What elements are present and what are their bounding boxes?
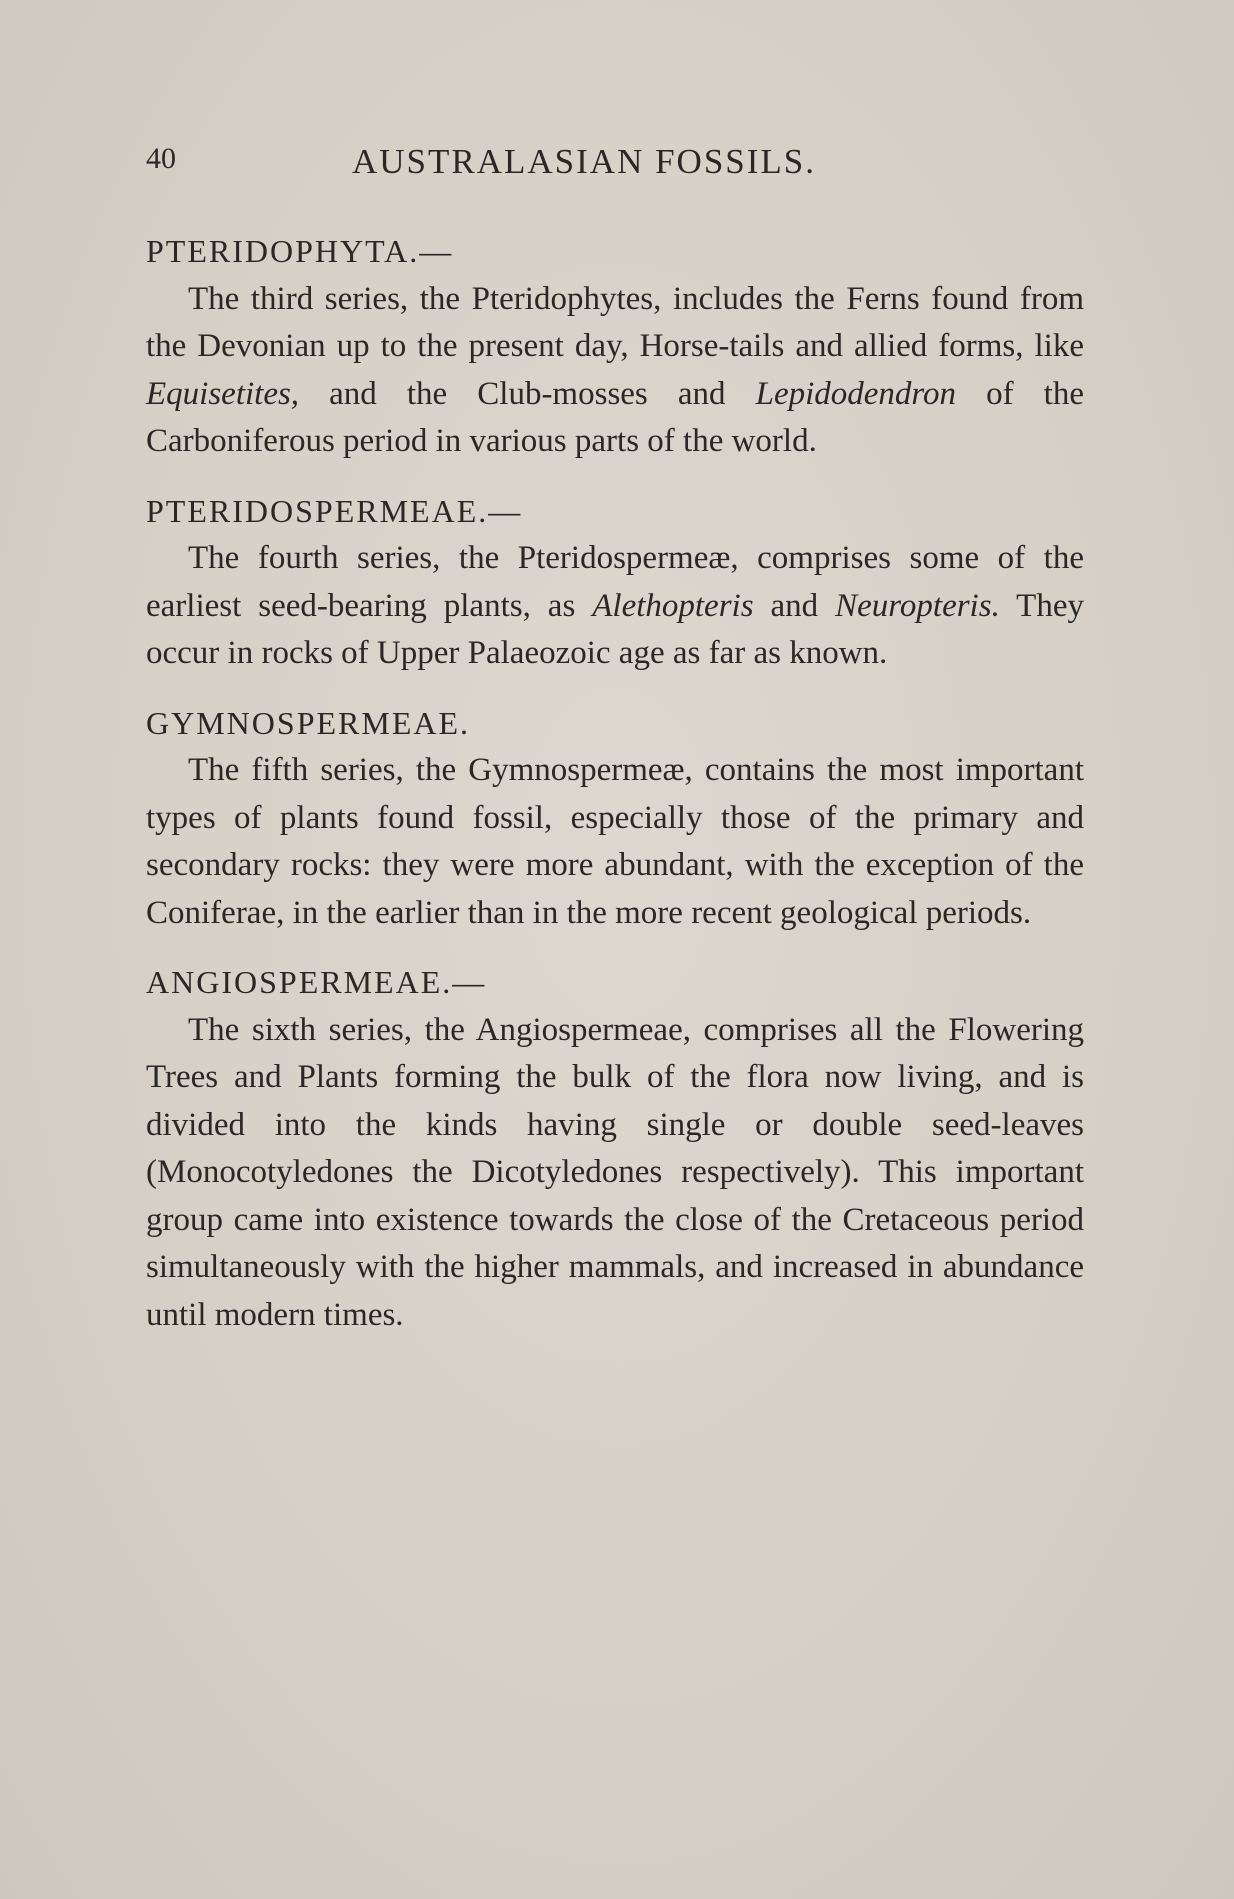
genus-name: Neuropteris. [835, 587, 1000, 624]
section-heading: GYMNOSPERMEAE. [146, 704, 471, 741]
section-heading: ANGIOSPERMEAE.— [146, 964, 487, 1000]
paragraph-text: The fourth series, the Pteridospermeæ, comprises some of the earliest seed-bearing plants, as [146, 540, 1084, 624]
section-heading: PTERIDOSPERMEAE.— [146, 492, 523, 529]
section-pteridophyta [146, 228, 1084, 466]
paragraph-text: and the Club-mosses and [299, 375, 756, 412]
section-heading: PTERIDOPHYTA.— [146, 233, 454, 269]
genus-name: Alethopteris [592, 587, 754, 624]
genus-name: Lepidodendron [755, 375, 957, 412]
section-paragraph [146, 535, 1084, 678]
running-title: AUSTRALASIAN FOSSILS. [352, 142, 817, 181]
section-paragraph: The sixth series, the Angiospermeae, comprises all the Flowering Trees and Plants forming the bulk of the flora now living, and is divided into the kinds having single or double seed-leaves (Monocotyledones the Dicotyledones respectively). This important group came into existence towards the close of the Cretaceous period simultaneously with the higher mammals, and increased in abundance until modern times. [146, 1011, 1084, 1333]
paragraph-text: and [753, 587, 836, 624]
paragraph-text: The third series, the Pteridophytes, includes the Ferns found from the Devonian up to the present day, Horse-tails and allied forms, like [146, 280, 1084, 364]
paragraph-text: They occur in rocks of Upper Palaeozoic age as far as known. [146, 587, 1084, 671]
page-content [146, 228, 1084, 1361]
section-gymnospermeae [146, 700, 1084, 938]
page-header [146, 142, 886, 188]
page-number: 40 [146, 142, 176, 175]
section-paragraph [146, 276, 1084, 466]
paragraph-text: of the Carboniferous period in various parts of the world. [146, 375, 1084, 459]
section-pteridospermeae [146, 488, 1084, 678]
section-paragraph: The fifth series, the Gymnospermeæ, contains the most important types of plants found fossil, especially those of the primary and secondary rocks: they were more abundant, with the exception of the Coniferae, in the earlier than in the more recent geological periods. [146, 752, 1084, 931]
genus-name: Equisetites, [146, 375, 300, 412]
section-angiospermeae [146, 959, 1084, 1339]
